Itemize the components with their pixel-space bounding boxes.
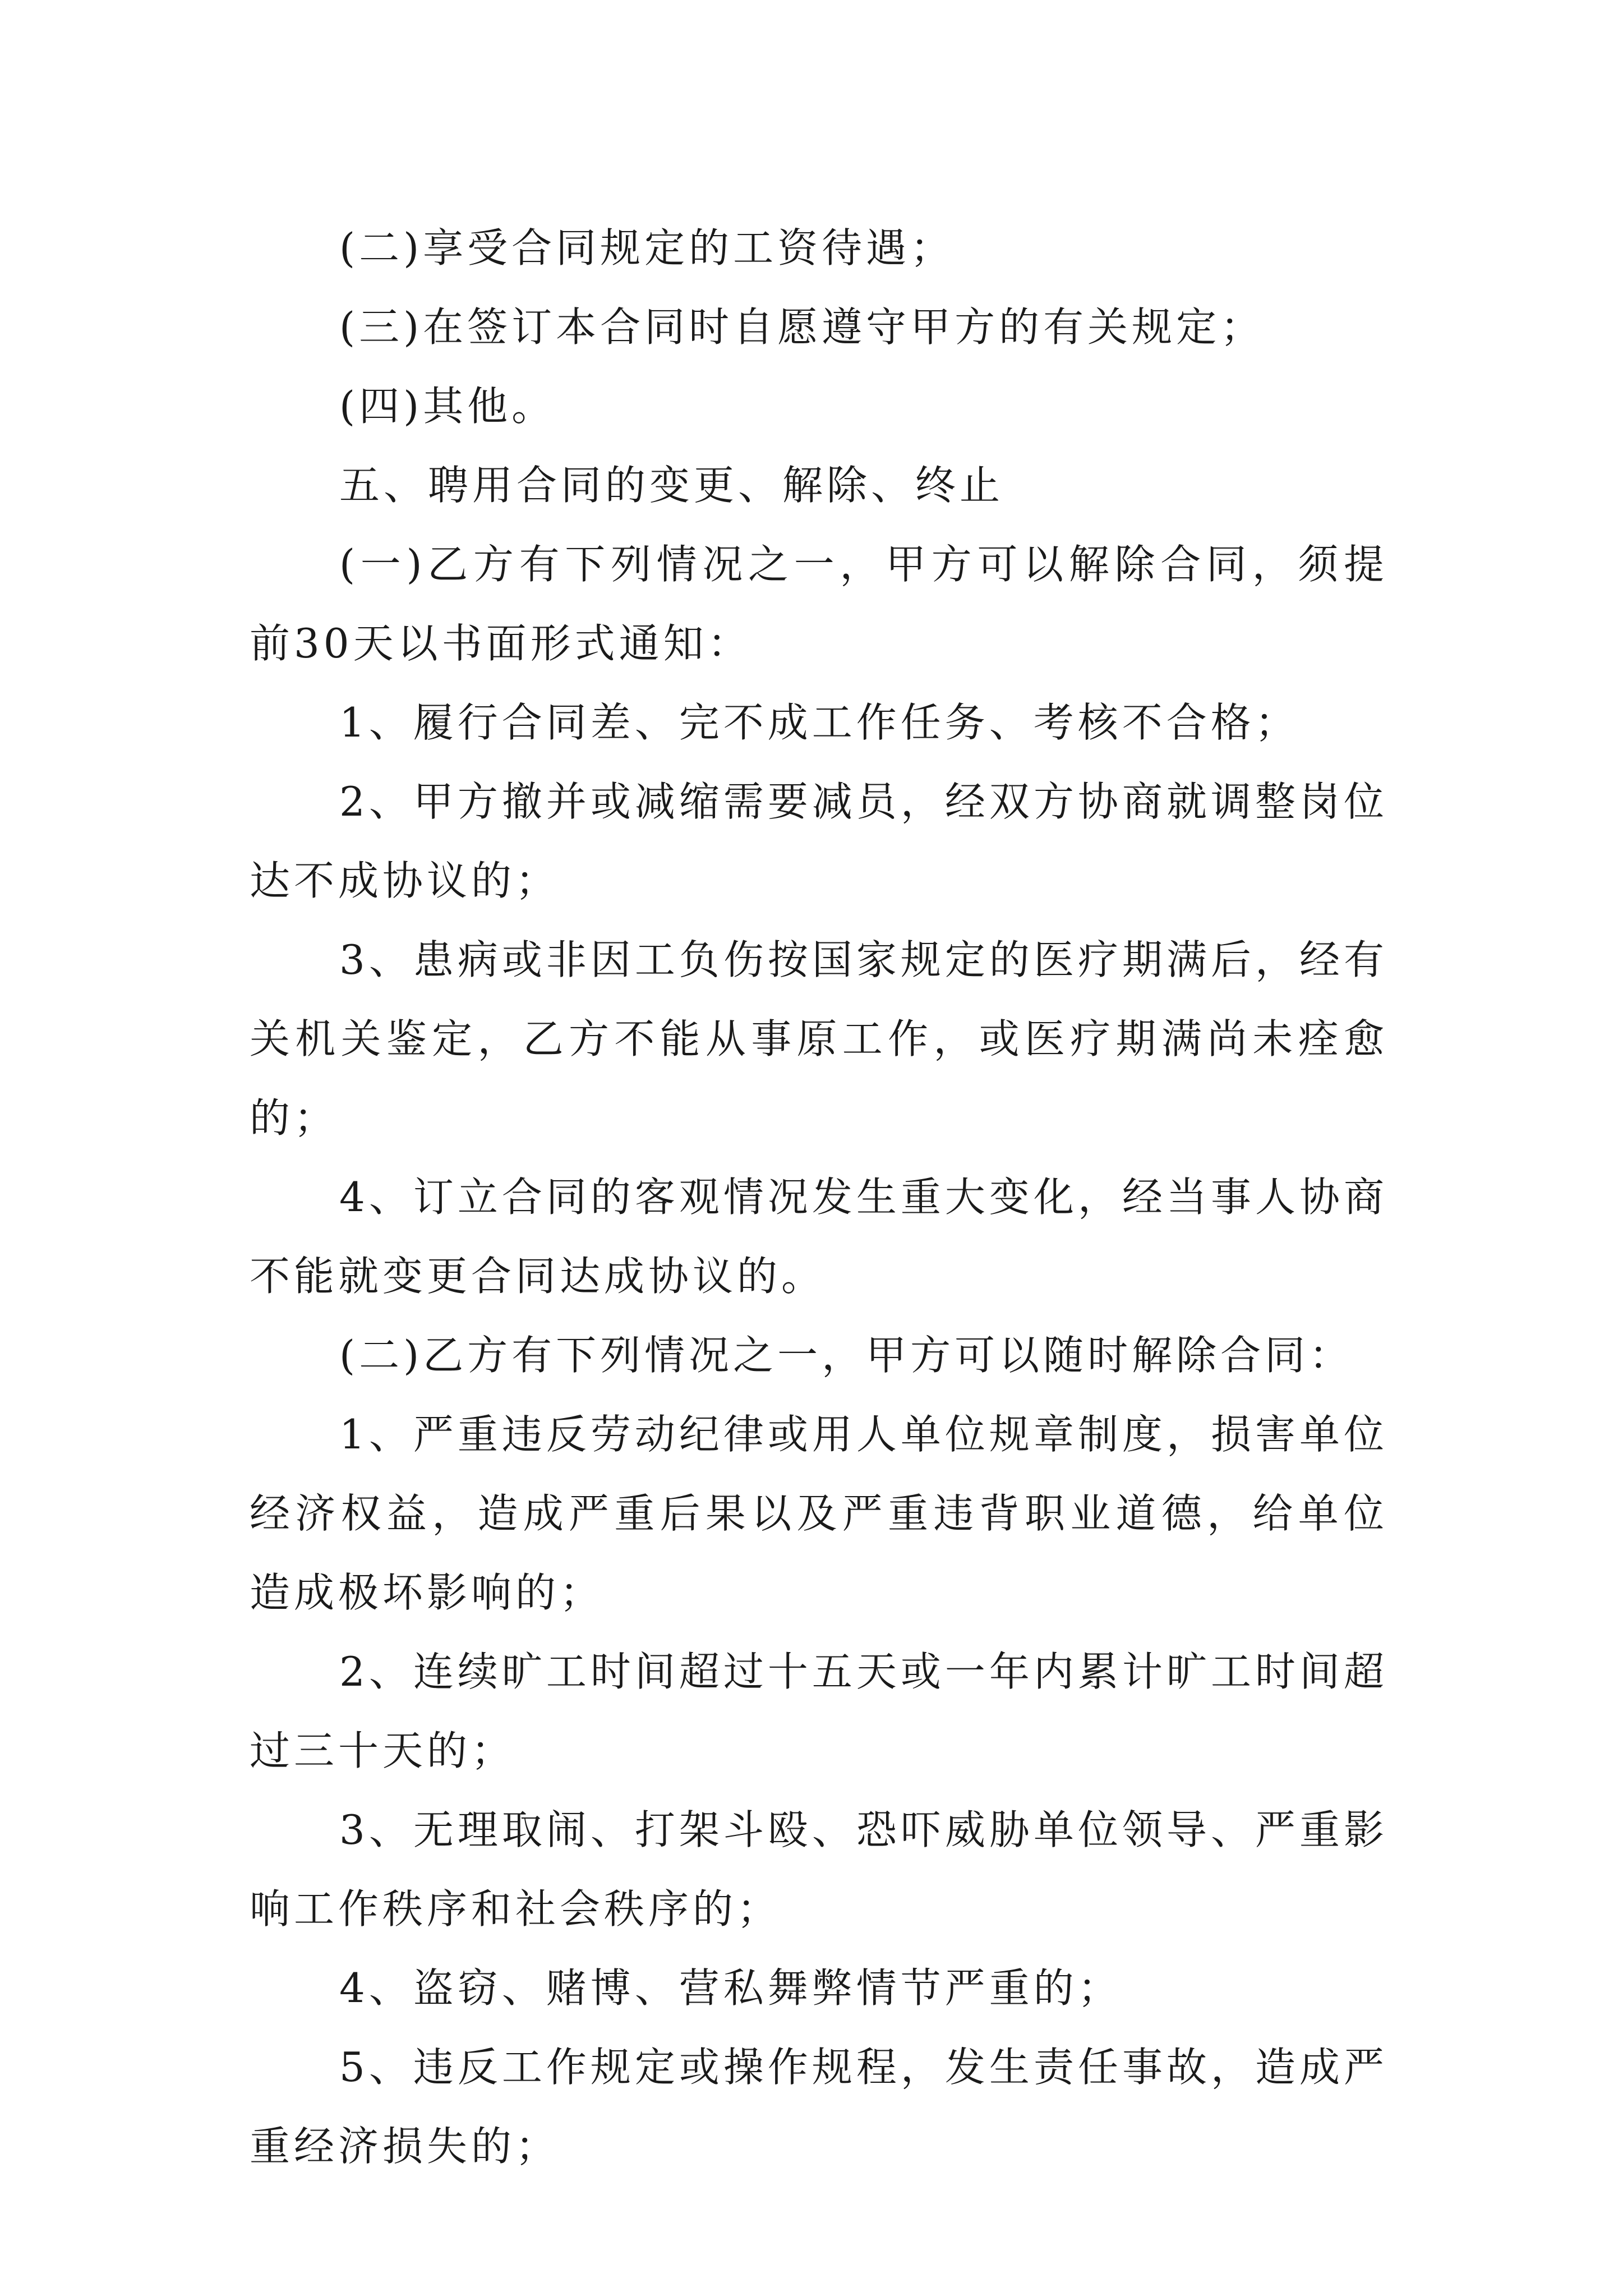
list-item: 1、履行合同差、完不成工作任务、考核不合格； bbox=[339, 699, 1299, 746]
section-heading: 五、聘用合同的变更、解除、终止 bbox=[339, 462, 1004, 509]
list-item: 2、连续旷工时间超过十五天或一年内累计旷工时间超过三十天的； bbox=[250, 1648, 1388, 1774]
paragraph: (一)乙方有下列情况之一，甲方可以解除合同，须提前30天以书面形式通知： bbox=[250, 541, 1388, 667]
list-item: 4、订立合同的客观情况发生重大变化，经当事人协商不能就变更合同达成协议的。 bbox=[250, 1174, 1388, 1300]
list-item: 3、患病或非因工负伤按国家规定的医疗期满后，经有关机关鉴定，乙方不能从事原工作，或医疗期满尚未痊愈的； bbox=[250, 936, 1388, 1142]
document-body bbox=[250, 209, 1388, 2186]
paragraph: (四)其他。 bbox=[339, 383, 556, 430]
list-item: 4、盗窃、赌博、营私舞弊情节严重的； bbox=[339, 1964, 1122, 2012]
paragraph: (二)乙方有下列情况之一，甲方可以随时解除合同： bbox=[339, 1332, 1354, 1379]
list-item: 1、严重违反劳动纪律或用人单位规章制度，损害单位经济权益，造成严重后果以及严重违背职业道德，给单位造成极坏影响的； bbox=[250, 1411, 1388, 1616]
paragraph: (二)享受合同规定的工资待遇； bbox=[339, 224, 955, 272]
list-item: 3、无理取闹、打架斗殴、恐吓威胁单位领导、严重影响工作秩序和社会秩序的； bbox=[250, 1806, 1388, 1932]
list-item: 5、违反工作规定或操作规程，发生责任事故，造成严重经济损失的； bbox=[250, 2044, 1388, 2170]
paragraph: (三)在签订本合同时自愿遵守甲方的有关规定； bbox=[339, 303, 1265, 351]
list-item: 2、甲方撤并或减缩需要减员，经双方协商就调整岗位达不成协议的； bbox=[250, 778, 1388, 904]
